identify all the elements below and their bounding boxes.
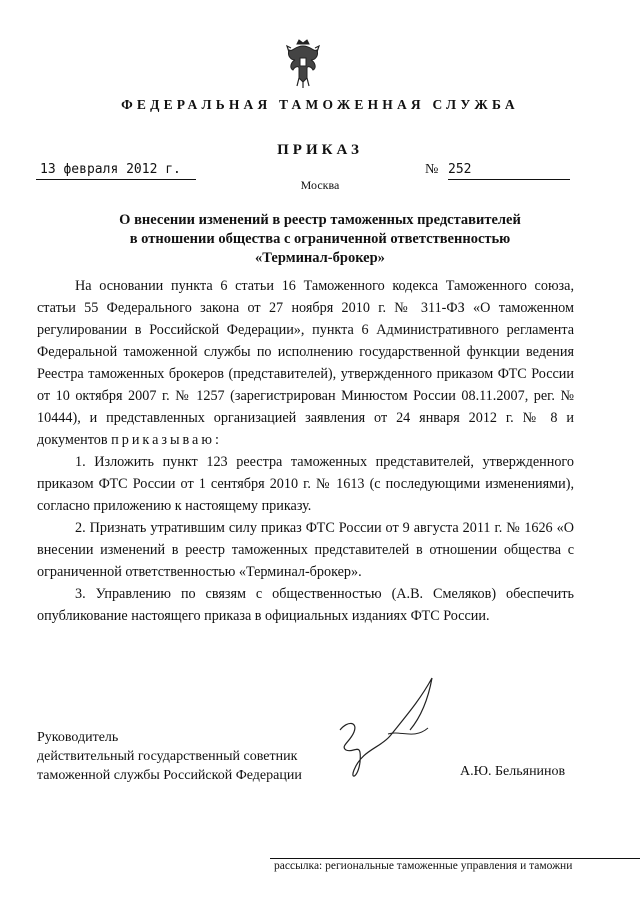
signer-rank-cont: таможенной службы Российской Федерации bbox=[37, 768, 302, 783]
city: Москва bbox=[300, 178, 340, 192]
document-type: ПРИКАЗ bbox=[277, 142, 363, 158]
signer-position: Руководитель bbox=[37, 730, 119, 745]
preamble-paragraph bbox=[37, 275, 574, 451]
order-date: 13 февраля 2012 г. bbox=[36, 161, 196, 180]
order-item-3: 3. Управлению по связям с общественностью (А.В. Смеляков) обеспечить опубликование настоящего приказа в официальных изданиях ФТС России. bbox=[37, 586, 574, 624]
order-item-2: 2. Признать утратившим силу приказ ФТС России от 9 августа 2011 г. № 1626 «О внесении изменений в реестр таможенных представителей в отношении общества с ограниченной ответственностью «Терминал-брокер». bbox=[37, 520, 574, 580]
agency-name: ФЕДЕРАЛЬНАЯ ТАМОЖЕННАЯ СЛУЖБА bbox=[121, 97, 519, 112]
preamble-text: На основании пункта 6 статьи 16 Таможенного кодекса Таможенного союза, статьи 55 Федерального закона от 27 ноября 2010 г. № 311-ФЗ «О таможенном регулировании в Российской Федерации», пункта 6 Административного регламента Федеральной таможенной службы по исполнению государственной функции ведения Реестра таможенных брокеров (представителей), утвержденного приказом ФТС России от 10 октября 2007 г. № 1257 (зарегистрирован Минюстом России 08.11.2007, рег. № 10444), и представленных организацией заявления от 24 января 2012 г. № 8 и документов bbox=[37, 278, 574, 448]
signer-title bbox=[37, 728, 302, 785]
order-word: приказываю: bbox=[111, 432, 222, 448]
signer-rank: действительный государственный советник bbox=[37, 749, 298, 764]
emblem-icon bbox=[285, 38, 321, 90]
signer-name: А.Ю. Бельянинов bbox=[460, 764, 566, 779]
mailing-list: рассылка: региональные таможенные управления и таможни bbox=[274, 860, 573, 872]
order-number: 252 bbox=[448, 161, 570, 180]
order-item-1: 1. Изложить пункт 123 реестра таможенных представителей, утвержденного приказом ФТС России от 1 сентября 2010 г. № 1613 (с последующими изменениями), согласно приложению к настоящему приказу. bbox=[37, 454, 574, 514]
title-line: в отношении общества с ограниченной ответственностью bbox=[129, 231, 511, 247]
handwritten-signature bbox=[310, 670, 470, 800]
title-line: О внесении изменений в реестр таможенных представителей bbox=[119, 212, 521, 228]
number-sign: № bbox=[425, 162, 439, 177]
document-body bbox=[37, 275, 574, 627]
divider bbox=[270, 858, 640, 859]
title-line: «Терминал-брокер» bbox=[255, 250, 385, 266]
document-title bbox=[60, 211, 580, 268]
